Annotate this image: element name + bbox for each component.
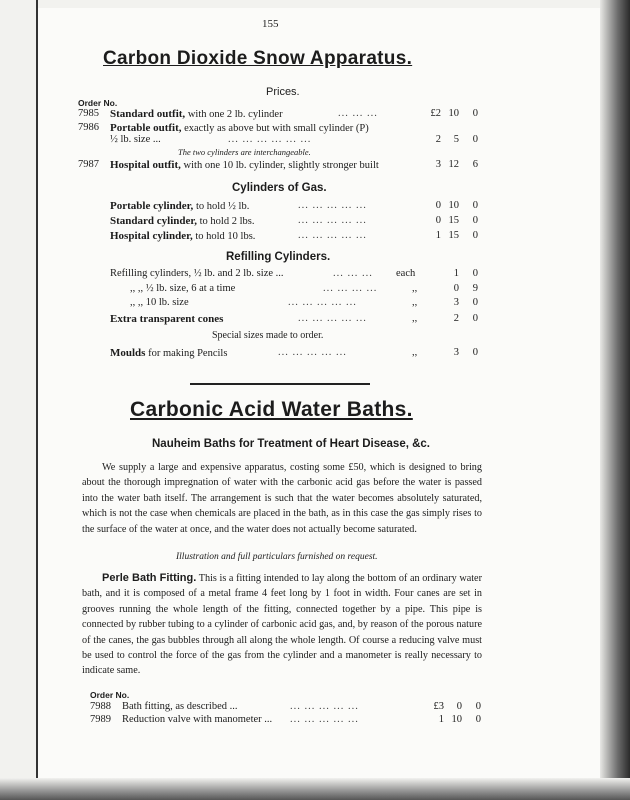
section-title-carbon-dioxide: Carbon Dioxide Snow Apparatus.	[103, 48, 413, 69]
item-description	[110, 230, 255, 242]
price-row	[78, 347, 478, 362]
item-detail: exactly as above but with small cylinder (P)	[184, 123, 369, 134]
item-name: Moulds	[110, 347, 146, 359]
leader-dots: ... ... ... ... ... ...	[228, 134, 312, 145]
section-subtitle: Nauheim Baths for Treatment of Heart Disease, &c.	[152, 438, 430, 450]
item-name: Portable cylinder,	[110, 200, 194, 212]
interchange-note: The two cylinders are interchangeable.	[178, 147, 311, 157]
order-number: 7988	[90, 701, 111, 712]
price-pence: 0	[472, 268, 478, 279]
cylinders-heading: Cylinders of Gas.	[232, 182, 327, 194]
price-pence: 0	[472, 200, 478, 211]
price-pounds: 0	[435, 200, 441, 211]
price-row	[78, 159, 478, 174]
item-name: Hospital outfit,	[110, 159, 181, 171]
price-pence: 0	[472, 313, 478, 324]
item-description: ,, ,, 10 lb. size	[130, 297, 189, 308]
perle-lead: Perle Bath Fitting.	[102, 572, 197, 584]
item-detail: to hold ½ lb.	[195, 201, 250, 212]
item-detail: to hold 10 lbs.	[195, 231, 256, 242]
item-description: Refilling cylinders, ½ lb. and 2 lb. size ...	[110, 268, 284, 279]
section-title-carbonic-acid: Carbonic Acid Water Baths.	[130, 398, 413, 421]
price-unit: ,,	[412, 347, 418, 358]
item-name: Hospital cylinder,	[110, 230, 193, 242]
leader-dots: ... ... ... ... ...	[290, 701, 359, 712]
price-pence: 0	[475, 701, 481, 712]
item-detail: for making Pencils	[148, 348, 228, 359]
item-description: Reduction valve with manometer ...	[122, 714, 273, 725]
item-description	[110, 108, 283, 120]
item-description	[110, 159, 379, 171]
leader-dots: ... ... ... ... ...	[278, 347, 347, 358]
price-pence: 0	[472, 297, 478, 308]
price-pounds: 2	[435, 134, 441, 145]
price-row	[78, 200, 478, 215]
intro-paragraph: We supply a large and expensive apparatus, costing some £50, which is designed to bring about the thorough impregnation of water with the carbonic acid gas before the water is passed into the water bath itself. The arrangement is such that the water becomes absolutely saturated, which is not the case when chemicals are placed in the bath, as in this case the gas simply rises to the surface of the water at once, and the water does not actually become saturated.	[82, 462, 482, 535]
price-pence: 6	[472, 159, 478, 170]
item-description	[110, 313, 223, 325]
order-number: 7986	[78, 122, 99, 133]
item-name: Standard cylinder,	[110, 215, 198, 227]
price-shillings: 0	[453, 283, 459, 294]
leader-dots: ... ... ... ... ...	[298, 230, 367, 241]
price-shillings: 0	[456, 701, 462, 712]
prices-heading: Prices.	[266, 86, 300, 98]
item-name: Standard outfit,	[110, 108, 186, 120]
price-pence: 0	[472, 134, 478, 145]
price-shillings: 12	[448, 159, 459, 170]
price-shillings: 3	[453, 297, 459, 308]
price-pence: 0	[472, 215, 478, 226]
section-divider	[190, 383, 370, 385]
item-description	[110, 215, 254, 227]
item-name: Portable outfit,	[110, 122, 182, 134]
leader-dots: ... ... ...	[333, 268, 373, 279]
item-detail: ½ lb. size ...	[110, 134, 161, 145]
leader-dots: ... ... ... ... ...	[290, 714, 359, 725]
price-unit: each	[396, 268, 416, 279]
leader-dots: ... ... ... ...	[323, 283, 378, 294]
order-number: 7989	[90, 714, 111, 725]
price-shillings: 10	[451, 714, 462, 725]
price-shillings: 10	[448, 108, 459, 119]
price-shillings: 15	[448, 230, 459, 241]
price-row	[78, 230, 478, 245]
price-pence: 0	[475, 714, 481, 725]
item-description: ,, ,, ½ lb. size, 6 at a time	[130, 283, 236, 294]
order-no-label: Order No.	[78, 98, 118, 108]
price-pence: 9	[472, 283, 478, 294]
price-pounds: 1	[438, 714, 444, 725]
item-detail: to hold 2 lbs.	[199, 216, 255, 227]
refilling-heading: Refilling Cylinders.	[226, 251, 331, 263]
left-binding-line	[36, 0, 38, 800]
perle-text: This is a fitting intended to lay along the bottom of an ordinary water bath, and it is composed of a metal frame 4 feet long by 1 foot in width. Four canes are set in grooves running the whole length of the fitting, connected together by a pipe. This pipe is connected by rubber tubing to a cylinder of carbonic acid gas, and, by reason of the porous nature of the canes, the gas bubbles through all along the whole length. Of course a reducing valve must be used to control the force of the gas from the cylinder and a manometer is really necessary to indicate same.	[82, 573, 482, 677]
price-row	[78, 215, 478, 230]
perle-paragraph	[82, 571, 482, 679]
price-pounds: 3	[435, 159, 441, 170]
price-pence: 0	[472, 347, 478, 358]
bottom-scan-shadow	[0, 778, 630, 800]
leader-dots: ... ... ... ... ...	[298, 200, 367, 211]
price-pounds: £3	[433, 701, 444, 712]
item-description	[110, 122, 369, 134]
special-sizes-note: Special sizes made to order.	[212, 330, 324, 341]
price-unit: ,,	[412, 297, 418, 308]
price-row	[90, 714, 490, 729]
price-pounds: 0	[435, 215, 441, 226]
item-detail: with one 2 lb. cylinder	[187, 109, 283, 120]
price-shillings: 5	[453, 134, 459, 145]
item-name: Extra transparent cones	[110, 313, 224, 325]
price-row	[78, 283, 478, 298]
price-shillings: 3	[453, 347, 459, 358]
leader-dots: ... ... ... ... ...	[298, 215, 367, 226]
price-shillings: 10	[448, 200, 459, 211]
order-no-label: Order No.	[90, 690, 130, 700]
price-pence: 0	[472, 230, 478, 241]
price-pence: 0	[472, 108, 478, 119]
price-row	[78, 108, 478, 123]
leader-dots: ... ... ... ... ...	[288, 297, 357, 308]
order-number: 7985	[78, 108, 99, 119]
price-row	[78, 268, 478, 283]
leader-dots: ... ... ...	[338, 108, 378, 119]
price-unit: ,,	[412, 313, 418, 324]
illustration-note: Illustration and full particulars furnished on request.	[176, 552, 378, 562]
price-shillings: 1	[453, 268, 459, 279]
item-description	[110, 200, 249, 212]
item-detail: with one 10 lb. cylinder, slightly stronger built	[183, 160, 379, 171]
page-number: 155	[262, 18, 279, 30]
price-shillings: 15	[448, 215, 459, 226]
price-unit: ,,	[412, 283, 418, 294]
item-description: Bath fitting, as described ...	[122, 701, 238, 712]
price-row	[78, 297, 478, 312]
price-pounds: £2	[430, 108, 441, 119]
leader-dots: ... ... ... ... ...	[298, 313, 367, 324]
price-pounds: 1	[435, 230, 441, 241]
price-row	[78, 313, 478, 328]
item-description	[110, 347, 227, 359]
price-shillings: 2	[453, 313, 459, 324]
order-number: 7987	[78, 159, 99, 170]
right-scan-shadow	[600, 0, 630, 800]
